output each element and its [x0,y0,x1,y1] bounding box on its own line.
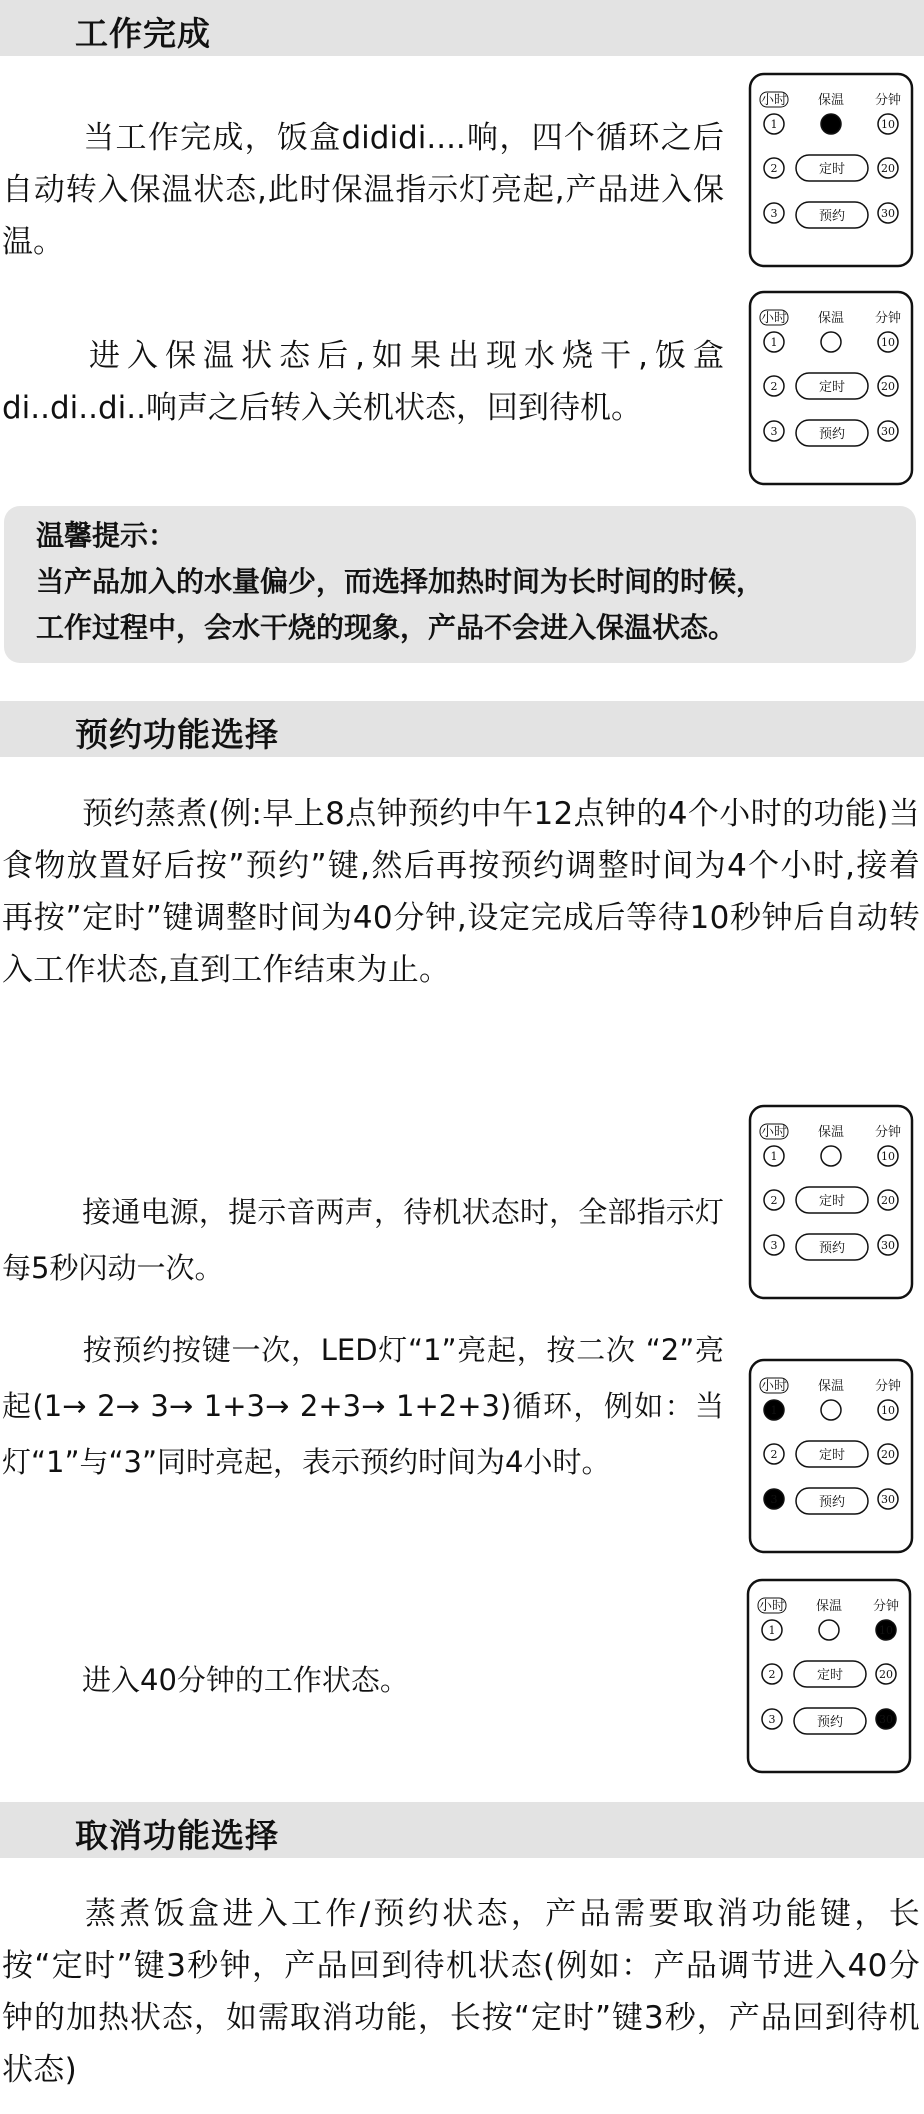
paragraph-dry-boil [2,330,724,434]
reserve-button-label: 预约 [818,1241,846,1256]
label-minutes: 分钟 [874,1125,902,1140]
minute-30-number: 30 [879,1713,893,1726]
control-panel-figure-2 [748,290,914,486]
tip-heading: 温馨提示： [36,519,177,552]
timer-button-label: 定时 [816,1668,844,1683]
paragraph-text: 当工作完成，饭盒dididi....响，四个循环之后自动转入保温状态,此时保温指示灯亮起,产品进入保温。 [2,120,724,260]
keep-warm-indicator [821,114,841,134]
minute-10-number: 10 [881,1150,895,1163]
hour-3-number: 3 [768,1713,776,1726]
label-hours: 小时 [760,1125,788,1140]
section-title: 工作完成 [75,14,211,53]
section-title: 预约功能选择 [75,715,279,754]
reserve-button-label: 预约 [818,427,846,442]
label-keep-warm: 保温 [817,93,845,108]
paragraph-text: 预约蒸煮(例:早上8点钟预约中午12点钟的4个小时的功能)当食物放置好后按”预约”键,然后再按预约调整时间为4个小时,接着再按”定时”键调整时间为40分钟,设定完成后等待10秒钟后自动转入工作状态,直到工作结束为止。 [2,796,920,988]
minute-30-number: 30 [881,207,895,220]
label-hours: 小时 [758,1599,786,1614]
hour-2-number: 2 [770,1448,778,1461]
timer-button-label: 定时 [818,1448,846,1463]
label-keep-warm: 保温 [817,1379,845,1394]
hour-2-number: 2 [770,162,778,175]
paragraph-reserve-led [2,1322,724,1490]
control-panel-figure-3 [748,1104,914,1300]
label-hours: 小时 [760,93,788,108]
hour-2-number: 2 [770,1194,778,1207]
minute-20-number: 20 [881,380,895,393]
keep-warm-indicator [819,1620,839,1640]
section-header-reservation [0,701,924,757]
minute-30-number: 30 [881,1493,895,1506]
hour-1-number: 1 [768,1624,776,1637]
control-panel-diagram [748,1358,914,1554]
hour-2-number: 2 [768,1668,776,1681]
hour-1-number: 1 [770,1404,778,1417]
section-header-work-done [0,0,924,56]
minute-10-number: 10 [881,336,895,349]
reserve-button-label: 预约 [818,209,846,224]
control-panel-diagram [746,1578,912,1774]
hour-1-number: 1 [770,1150,778,1163]
minute-20-number: 20 [881,1448,895,1461]
keep-warm-indicator [821,332,841,352]
minute-10-number: 10 [881,118,895,131]
minute-30-number: 30 [881,425,895,438]
minute-20-number: 20 [881,162,895,175]
minute-10-number: 10 [879,1624,893,1637]
label-hours: 小时 [760,1379,788,1394]
paragraph-text: 进入保温状态后,如果出现水烧干,饭盒di..di..di..响声之后转入关机状态，回到待机。 [2,338,724,426]
label-keep-warm: 保温 [815,1599,843,1614]
paragraph-cancel [2,1888,920,2096]
minute-20-number: 20 [881,1194,895,1207]
minute-10-number: 10 [881,1404,895,1417]
label-hours: 小时 [760,311,788,326]
hour-3-number: 3 [770,1239,778,1252]
paragraph-reservation [2,788,920,996]
control-panel-figure-5 [746,1578,912,1774]
label-minutes: 分钟 [874,1379,902,1394]
timer-button-label: 定时 [818,162,846,177]
paragraph-text: 按预约按键一次，LED灯“1”亮起，按二次 “2”亮起(1→ 2→ 3→ 1+3→ 2+3→ 1+2+3)循环，例如：当灯“1”与“3”同时亮起，表示预约时间为4小时。 [2,1333,724,1479]
label-keep-warm: 保温 [817,1125,845,1140]
control-panel-diagram [748,1104,914,1300]
timer-button-label: 定时 [818,1194,846,1209]
reserve-button-label: 预约 [818,1495,846,1510]
hour-1-number: 1 [770,118,778,131]
minute-20-number: 20 [879,1668,893,1681]
hour-3-number: 3 [770,425,778,438]
paragraph-work-done [2,112,724,268]
paragraph-standby [2,1184,724,1296]
hour-1-number: 1 [770,336,778,349]
tip-box [4,506,916,663]
paragraph-40min [2,1652,724,1708]
timer-button-label: 定时 [818,380,846,395]
label-minutes: 分钟 [874,311,902,326]
keep-warm-indicator [821,1146,841,1166]
control-panel-diagram [748,290,914,486]
control-panel-figure-1 [748,72,914,268]
keep-warm-indicator [821,1400,841,1420]
hour-3-number: 3 [770,207,778,220]
label-keep-warm: 保温 [817,311,845,326]
paragraph-text: 进入40分钟的工作状态。 [82,1663,409,1697]
section-title: 取消功能选择 [75,1816,279,1855]
hour-3-number: 3 [770,1493,778,1506]
tip-line: 当产品加入的水量偏少，而选择加热时间为长时间的时候， [36,565,765,598]
control-panel-figure-4 [748,1358,914,1554]
reserve-button-label: 预约 [816,1715,844,1730]
paragraph-text: 蒸煮饭盒进入工作/预约状态，产品需要取消功能键，长按“定时”键3秒钟，产品回到待机状态(例如：产品调节进入40分钟的加热状态，如需取消功能，长按“定时”键3秒，产品回到待机状态) [2,1896,920,2088]
paragraph-text: 接通电源，提示音两声，待机状态时，全部指示灯每5秒闪动一次。 [2,1195,724,1285]
control-panel-diagram [748,72,914,268]
hour-2-number: 2 [770,380,778,393]
minute-30-number: 30 [881,1239,895,1252]
section-header-cancel [0,1802,924,1858]
tip-line: 工作过程中，会水干烧的现象，产品不会进入保温状态。 [36,611,737,644]
label-minutes: 分钟 [872,1599,900,1614]
label-minutes: 分钟 [874,93,902,108]
